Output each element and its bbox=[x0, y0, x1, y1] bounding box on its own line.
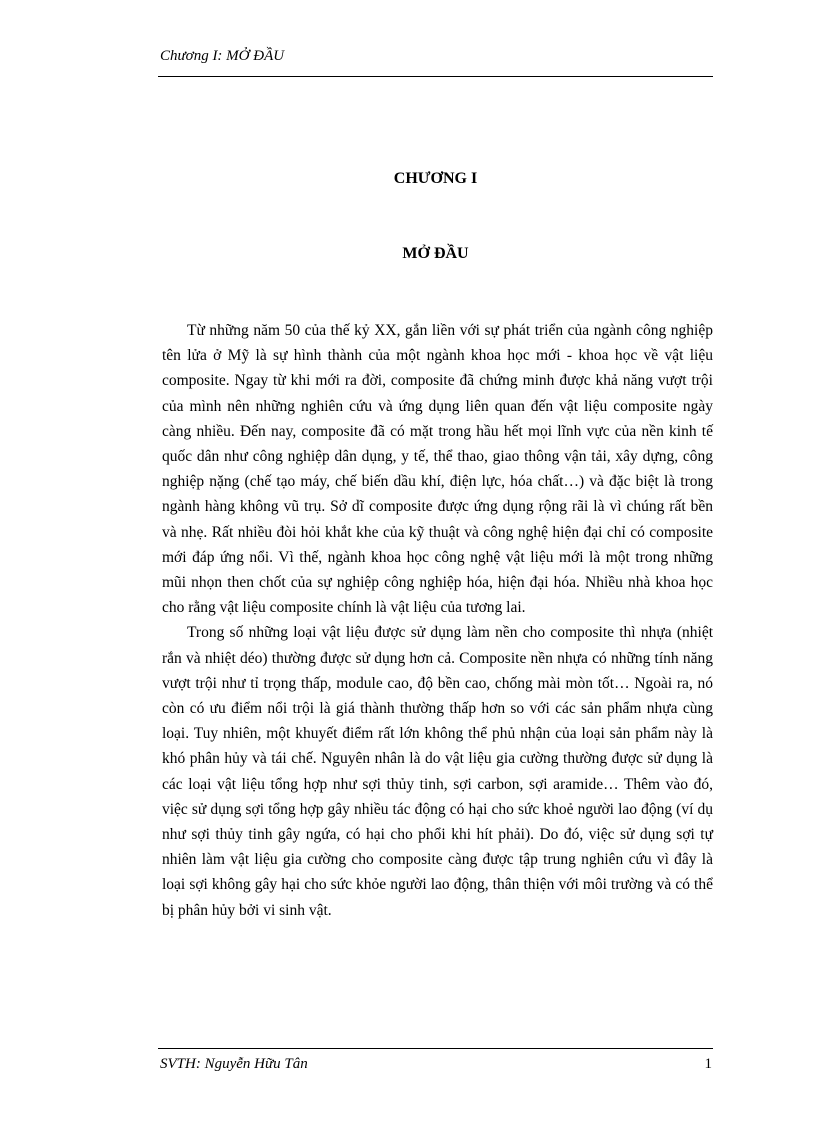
footer-author: SVTH: Nguyễn Hữu Tân bbox=[160, 1056, 308, 1072]
chapter-title: MỞ ĐẦU bbox=[402, 245, 469, 262]
chapter-label: CHƯƠNG I bbox=[393, 170, 478, 187]
page-number: 1 bbox=[704, 1056, 712, 1072]
body-text bbox=[162, 318, 713, 923]
paragraph-2: Trong số những loại vật liệu được sử dụng làm nền cho composite thì nhựa (nhiệt rắn và nhiệt déo) thường được sử dụng hơn cả. Composite nền nhựa có những tính năng vượt trội như tỉ trọng thấp, module cao, độ bền cao, chống mài mòn tốt… Ngoài ra, nó còn có ưu điểm nổi trội là giá thành thường thấp hơn so với các sản phẩm nhựa cùng loại. Tuy nhiên, một khuyết điểm rất lớn không thể phủ nhận của loại sản phẩm này là khó phân hủy và tái chế. Nguyên nhân là do vật liệu gia cường thường được sử dụng là các loại vật liệu tổng hợp như sợi thủy tinh, sợi carbon, sợi aramide… Thêm vào đó, việc sử dụng sợi tổng hợp gây nhiều tác động có hại cho sức khoẻ người lao động (ví dụ như sợi thủy tinh gây ngứa, có hại cho phổi khi hít phải). Do đó, việc sử dụng sợi tự nhiên làm vật liệu gia cường cho composite càng được tập trung nghiên cứu vì đây là loại sợi không gây hại cho sức khỏe người lao động, thân thiện với môi trường và có thể bị phân hủy bởi vi sinh vật. bbox=[162, 624, 713, 919]
footer-divider bbox=[158, 1048, 713, 1049]
running-header: Chương I: MỞ ĐẦU bbox=[160, 48, 285, 64]
header-divider bbox=[158, 76, 713, 77]
paragraph-1: Từ những năm 50 của thế kỷ XX, gắn liền với sự phát triển của ngành công nghiệp tên lửa ở Mỹ là sự hình thành của một ngành khoa học mới - khoa học về vật liệu composite. Ngay từ khi mới ra đời, composite đã chứng minh được khả năng vượt trội của mình nên những nghiên cứu và ứng dụng liên quan đến vật liệu composite ngày càng nhiều. Đến nay, composite đã có mặt trong hầu hết mọi lĩnh vực của nền kinh tế quốc dân như công nghiệp dân dụng, y tế, thể thao, giao thông vận tải, xây dựng, công nghiệp nặng (chế tạo máy, chế biến dầu khí, điện lực, hóa chất…) và đặc biệt là trong ngành hàng không vũ trụ. Sở dĩ composite được ứng dụng rộng rãi là vì chúng rất bền và nhẹ. Rất nhiều đòi hỏi khắt khe của kỹ thuật và công nghệ hiện đại chỉ có composite mới đáp ứng nổi. Vì thế, ngành khoa học công nghệ vật liệu mới là một trong những mũi nhọn then chốt của sự nghiệp công nghiệp hóa, hiện đại hóa. Nhiều nhà khoa học cho rằng vật liệu composite chính là vật liệu của tương lai. bbox=[162, 322, 713, 617]
